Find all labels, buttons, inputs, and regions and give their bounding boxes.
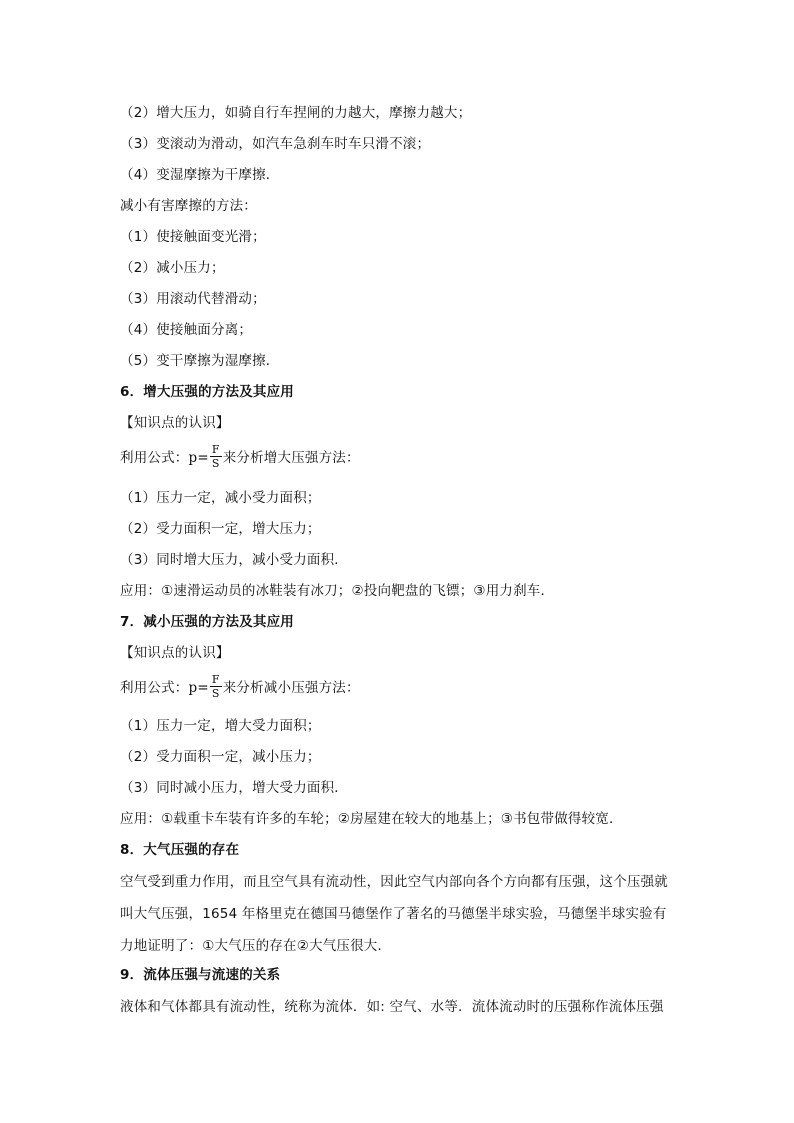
section-7-application: 应用：①载重卡车装有许多的车轮；②房屋建在较大的地基上；③书包带做得较宽． xyxy=(120,811,623,827)
section-6-item-3: （3）同时增大压力，减小受力面积． xyxy=(120,552,348,568)
section-9-paragraph xyxy=(120,991,675,1023)
section-7-heading: 7．减小压强的方法及其应用 xyxy=(120,614,294,630)
fraction-numerator: F xyxy=(211,443,220,456)
formula-prefix: 利用公式： xyxy=(120,449,189,466)
friction-increase-item-2: （2）增大压力，如骑自行车捏闸的力越大，摩擦力越大； xyxy=(120,105,472,121)
section-6-subheading: 【知识点的认识】 xyxy=(120,415,230,431)
fraction-numerator: F xyxy=(211,673,220,686)
friction-reduce-item-3: （3）用滚动代替滑动； xyxy=(120,291,266,307)
formula-p: p= xyxy=(188,679,209,696)
section-6-item-1: （1）压力一定，减小受力面积； xyxy=(120,490,321,506)
section-8-line-3: 力地证明了：①大气压的存在②大气压很大． xyxy=(120,938,392,954)
formula-suffix: 来分析减小压强方法： xyxy=(222,679,360,696)
friction-increase-item-3: （3）变滚动为滑动，如汽车急刹车时车只滑不滚； xyxy=(120,136,431,152)
section-7-subheading: 【知识点的认识】 xyxy=(120,645,230,661)
section-7-item-3: （3）同时减小压力，增大受力面积． xyxy=(120,780,348,796)
section-8-heading: 8．大气压强的存在 xyxy=(120,842,240,858)
formula-suffix: 来分析增大压强方法： xyxy=(222,449,360,466)
section-7-formula-line xyxy=(120,675,360,700)
section-6-heading: 6．增大压强的方法及其应用 xyxy=(120,384,294,400)
pressure-fraction xyxy=(210,674,222,699)
section-6-formula-line xyxy=(120,445,360,470)
section-9-line-1: 液体和气体都具有流动性，统称为流体．如: 空气、水等．流体流动时的压强称作流体压强 xyxy=(120,999,664,1015)
friction-reduce-title: 减小有害摩擦的方法： xyxy=(120,198,257,214)
formula-p: p= xyxy=(188,449,209,466)
section-6-item-2: （2）受力面积一定，增大压力； xyxy=(120,521,321,537)
formula-prefix: 利用公式： xyxy=(120,679,189,696)
friction-reduce-item-1: （1）使接触面变光滑； xyxy=(120,229,266,245)
fraction-denominator: S xyxy=(211,687,220,700)
section-7-item-1: （1）压力一定，增大受力面积； xyxy=(120,718,321,734)
section-7-item-2: （2）受力面积一定，减小压力； xyxy=(120,749,321,765)
pressure-fraction xyxy=(210,444,222,469)
section-8-line-1: 空气受到重力作用，而且空气具有流动性，因此空气内部向各个方向都有压强，这个压强就 xyxy=(120,874,668,890)
friction-reduce-item-5: （5）变干摩擦为湿摩擦． xyxy=(120,353,280,369)
section-8-paragraph xyxy=(120,866,675,962)
section-6-application: 应用：①速滑运动员的冰鞋装有冰刀；②投向靶盘的飞镖；③用力刹车． xyxy=(120,583,555,599)
friction-increase-item-4: （4）变湿摩擦为干摩擦． xyxy=(120,167,280,183)
friction-reduce-item-2: （2）减小压力； xyxy=(120,260,225,276)
friction-reduce-item-4: （4）使接触面分离； xyxy=(120,322,253,338)
fraction-denominator: S xyxy=(211,457,220,470)
section-8-line-2: 叫大气压强，1654 年格里克在德国马德堡作了著名的马德堡半球实验，马德堡半球实验有 xyxy=(120,906,667,922)
section-9-heading: 9．流体压强与流速的关系 xyxy=(120,967,281,983)
